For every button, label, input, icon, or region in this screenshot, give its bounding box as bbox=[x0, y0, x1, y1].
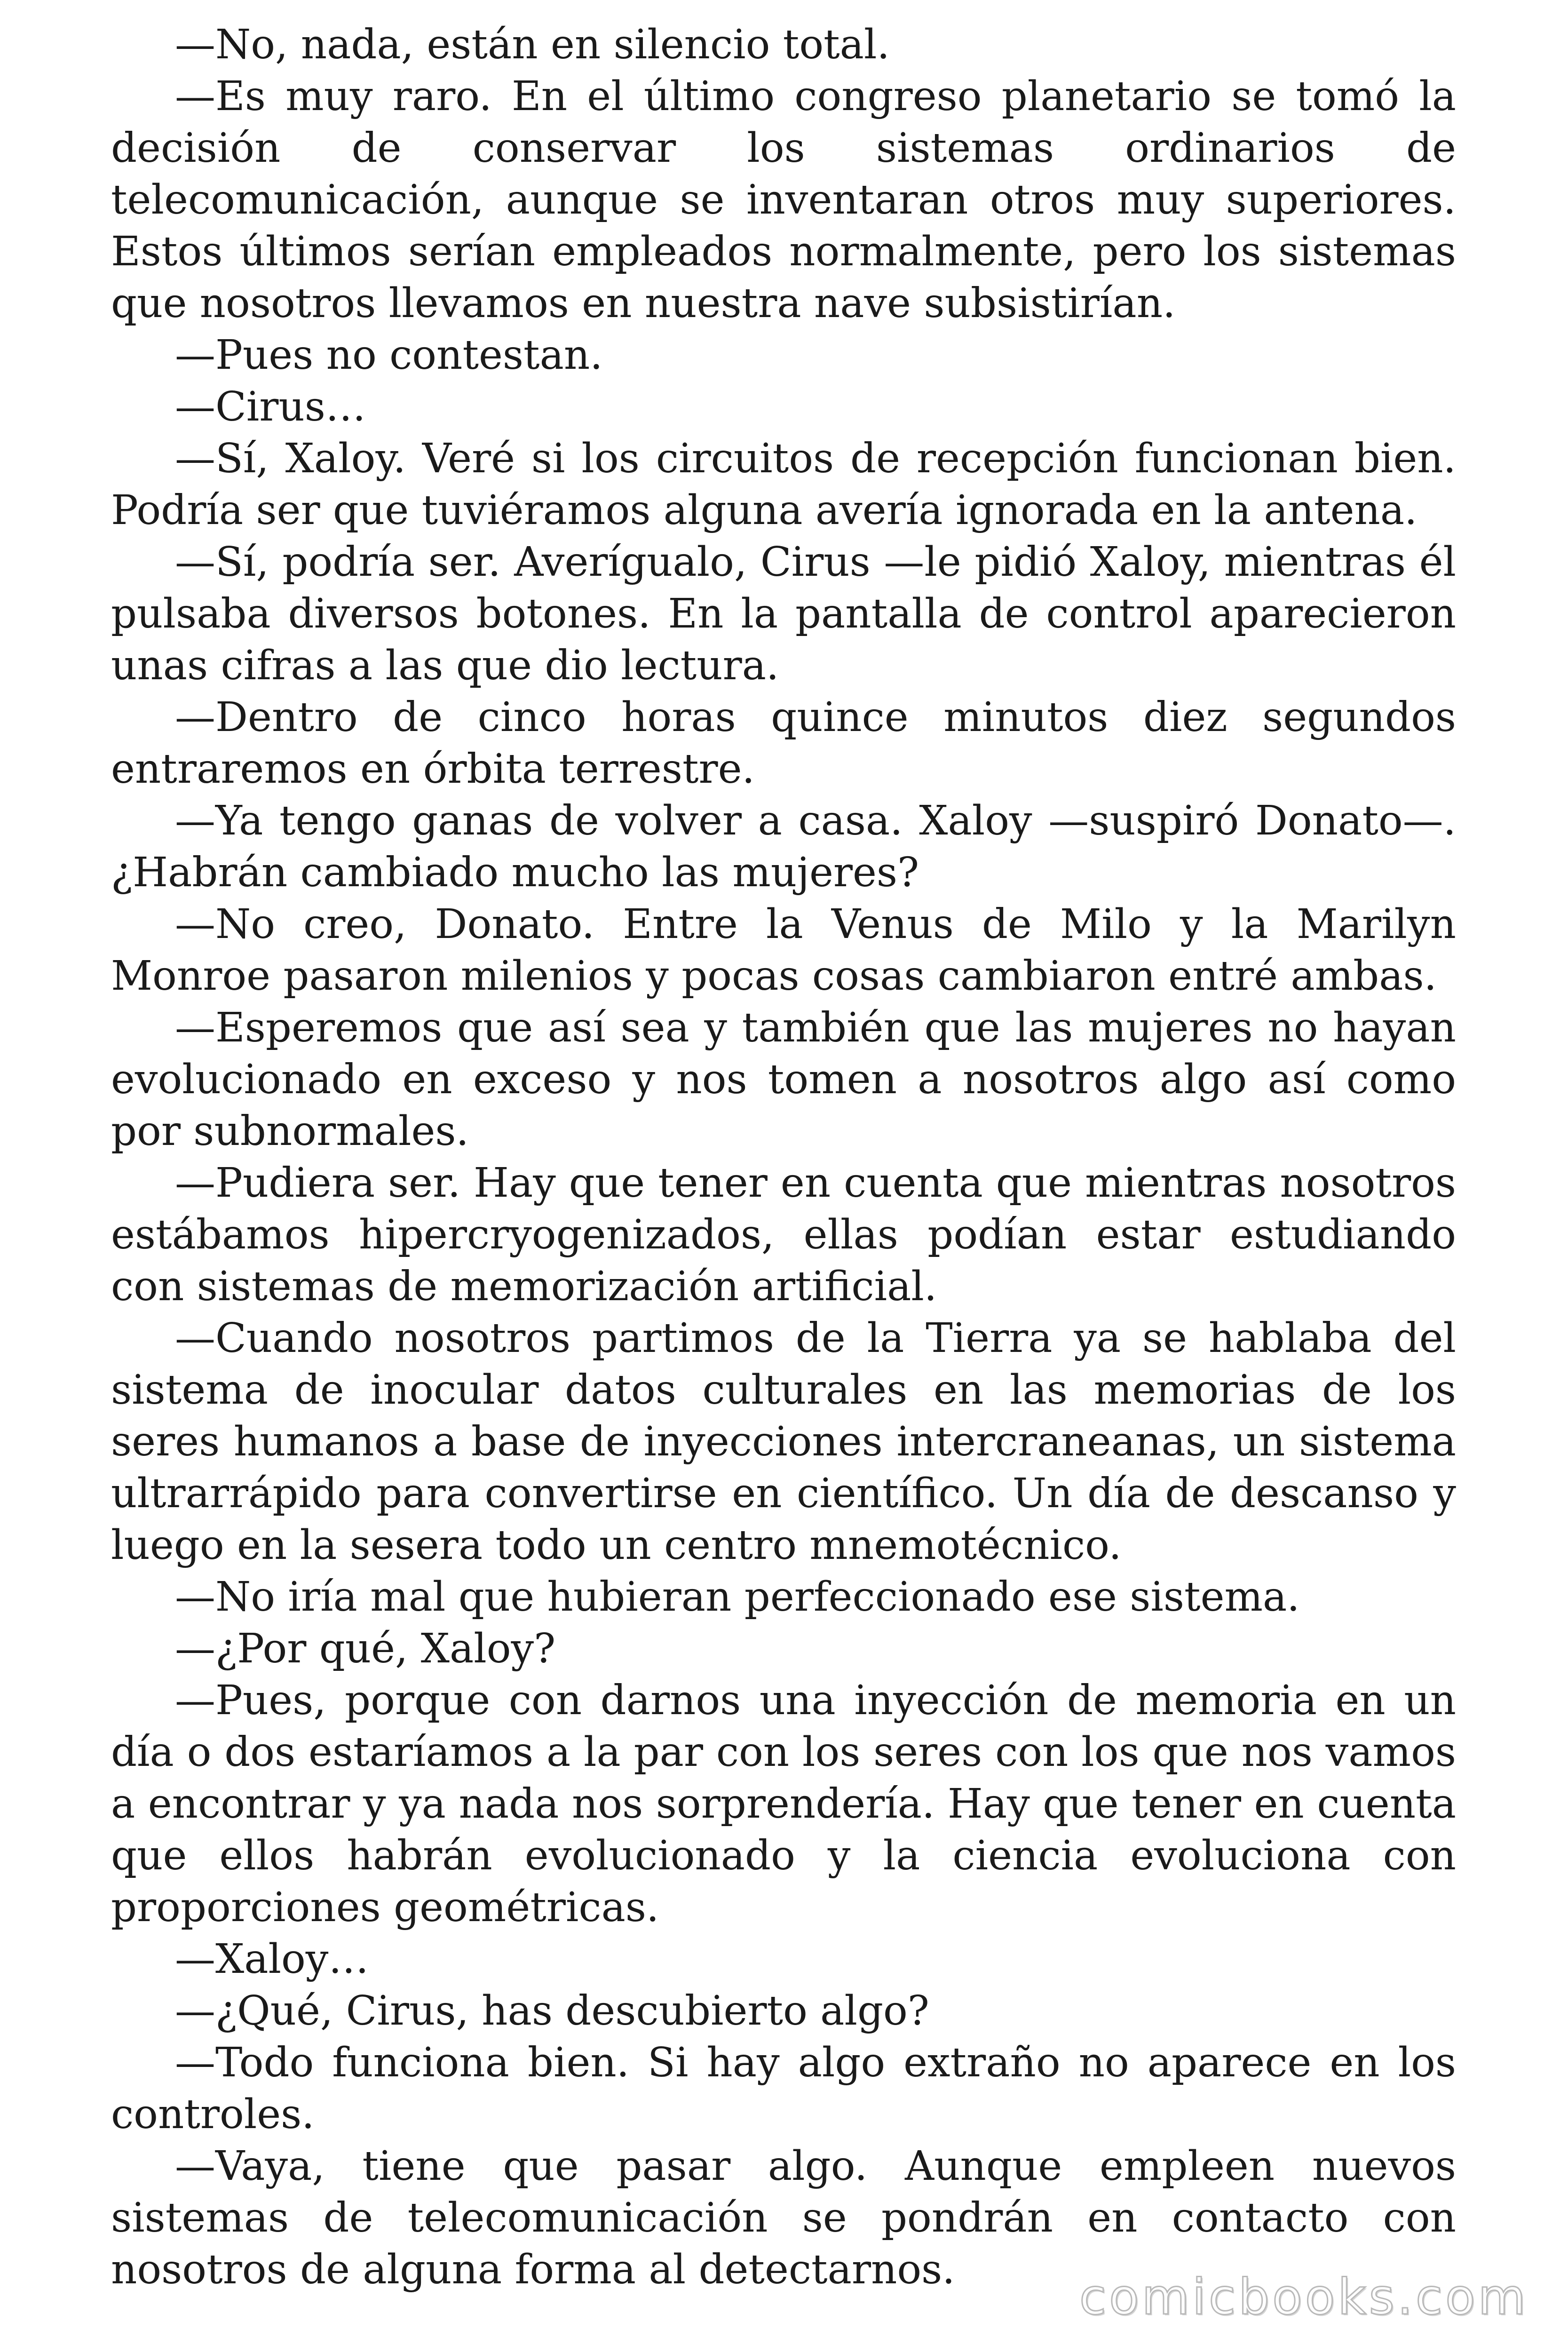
paragraph: —Dentro de cinco horas quince minutos diez segundos entraremos en órbita terrestre. bbox=[111, 694, 1456, 793]
paragraph: —No, nada, están en silencio total. bbox=[175, 21, 890, 68]
paragraph: —No creo, Donato. Entre la Venus de Milo y la Marilyn Monroe pasaron milenios y pocas cosas cambiaron entré ambas. bbox=[111, 901, 1456, 1000]
paragraph: —¿Qué, Cirus, has descubierto algo? bbox=[175, 1987, 929, 2034]
paragraph: —Pues, porque con darnos una inyección de memoria en un día o dos estaríamos a la par con los seres con los que nos vamos a encontrar y ya nada nos sorprendería. Hay que tener en cuenta que ellos habrán evolucionado y la ciencia evoluciona con proporciones geométricas. bbox=[111, 1677, 1456, 1931]
paragraph: —Cirus… bbox=[175, 383, 366, 430]
paragraph: —No iría mal que hubieran perfeccionado ese sistema. bbox=[175, 1573, 1300, 1621]
paragraph: —Esperemos que así sea y también que las mujeres no hayan evolucionado en exceso y nos tomen a nosotros algo así como por subnormales. bbox=[111, 1004, 1456, 1155]
paragraph: —Pudiera ser. Hay que tener en cuenta que mientras nosotros estábamos hipercryogenizados, ellas podían estar estudiando con sistemas de memorización artificial. bbox=[111, 1160, 1456, 1310]
paragraph: —¿Por qué, Xaloy? bbox=[175, 1625, 556, 1672]
paragraph: —Es muy raro. En el último congreso planetario se tomó la decisión de conservar los sistemas ordinarios de telecomunicación, aunque se inventaran otros muy superiores. Estos últimos serían empleados normalmente, pero los sistemas que nosotros llevamos en nuestra nave subsistirían. bbox=[111, 73, 1456, 327]
paragraph: —Vaya, tiene que pasar algo. Aunque empleen nuevos sistemas de telecomunicación se pondrán en contacto con nosotros de alguna forma al detectarnos. bbox=[111, 2143, 1456, 2293]
paragraph: —Todo funciona bien. Si hay algo extraño no aparece en los controles. bbox=[111, 2039, 1456, 2138]
paragraph: —Xaloy… bbox=[175, 1936, 369, 1983]
paragraph: —Pues no contestan. bbox=[175, 332, 603, 379]
page-body bbox=[111, 19, 1456, 2296]
paragraph: —Sí, Xaloy. Veré si los circuitos de recepción funcionan bien. Podría ser que tuviéramos alguna avería ignorada en la antena. bbox=[111, 435, 1456, 534]
paragraph: —Cuando nosotros partimos de la Tierra ya se hablaba del sistema de inocular datos culturales en las memorias de los seres humanos a base de inyecciones intercraneanas, un sistema ultrarrápido para convertirse en científico. Un día de descanso y luego en la sesera todo un centro mnemotécnico. bbox=[111, 1315, 1456, 1569]
watermark: comicbooks.com bbox=[1079, 2268, 1528, 2326]
paragraph: —Ya tengo ganas de volver a casa. Xaloy —suspiró Donato—. ¿Habrán cambiado mucho las mujeres? bbox=[111, 797, 1456, 896]
paragraph: —Sí, podría ser. Averígualo, Cirus —le pidió Xaloy, mientras él pulsaba diversos botones. En la pantalla de control aparecieron unas cifras a las que dio lectura. bbox=[111, 539, 1456, 689]
